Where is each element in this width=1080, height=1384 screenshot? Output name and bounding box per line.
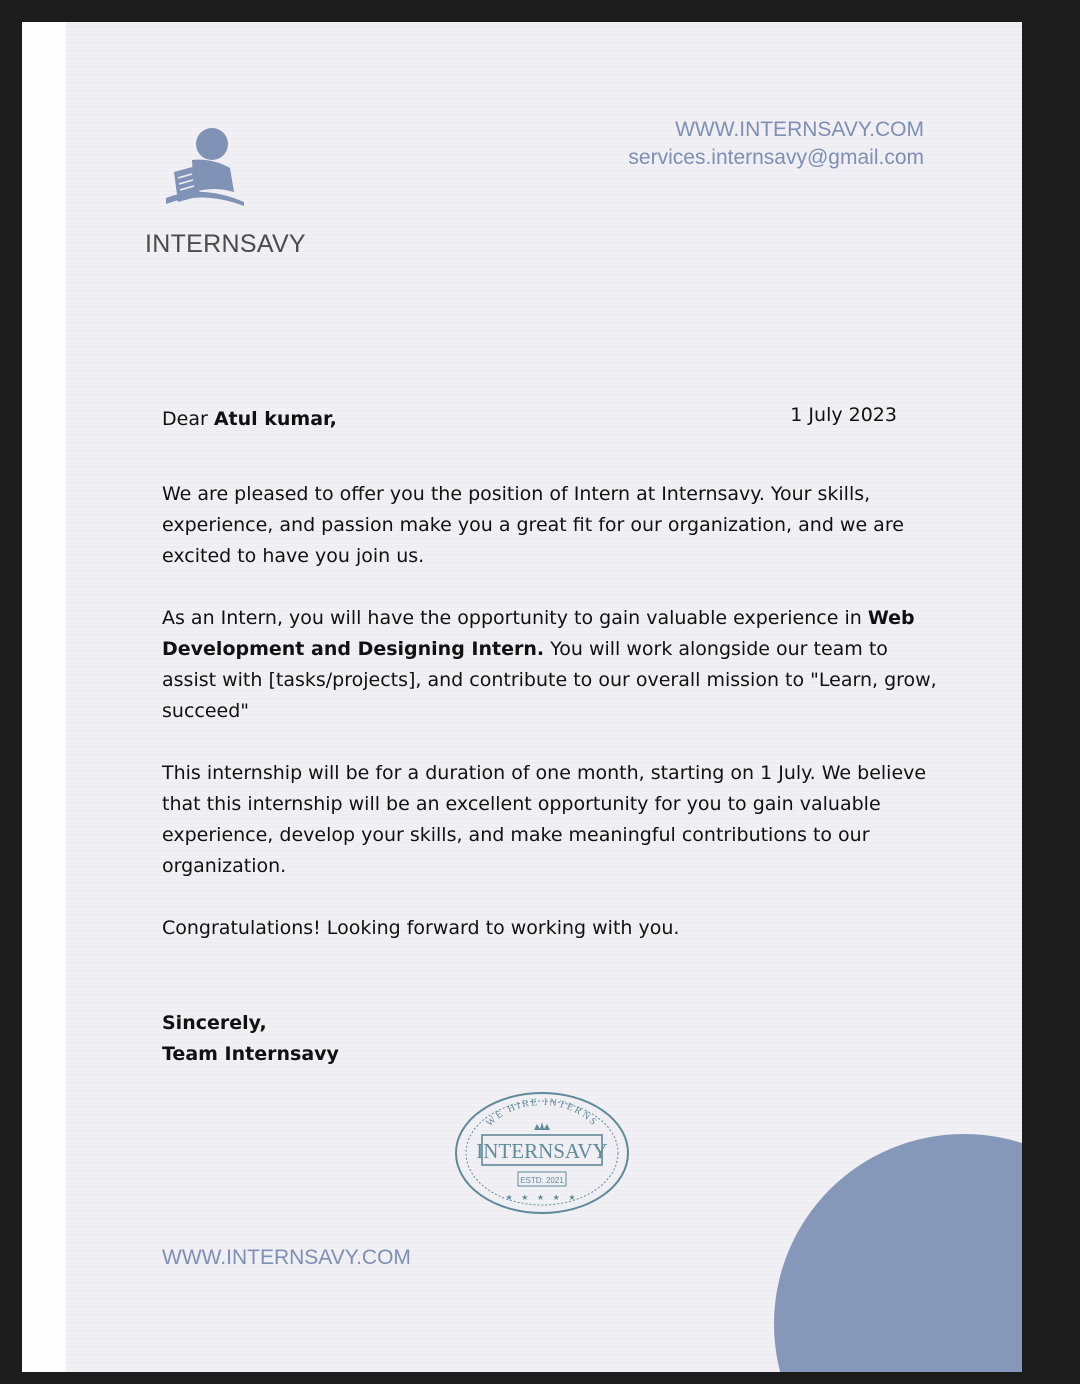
reader-logo-icon [160,122,246,208]
email-link[interactable]: services.internsavy@gmail.com [628,146,924,169]
stamp-stars-icon: ★ ★ ★ ★ ★ [505,1193,579,1202]
closing-block [162,1008,937,1070]
crown-icon [534,1122,550,1130]
contact-block [628,116,924,172]
paragraph-role-start: As an Intern, you will have the opportunity to gain valuable experience in [162,607,862,629]
company-stamp [452,1090,632,1216]
greeting: Dear [162,408,208,430]
letter-date: 1 July 2023 [790,404,897,426]
footer-website-link[interactable]: WWW.INTERNSAVY.COM [162,1246,411,1269]
letter-body [162,404,937,1070]
letter-page [22,22,1022,1372]
paragraph-duration: This internship will be for a duration of one month, starting on 1 July. We believe that this internship will be an excellent opportunity for you to gain valuable experience, develop your skills, and make meaningful contributions to our organization. [162,762,927,877]
recipient-name: Atul kumar, [213,408,337,430]
paragraph-congrats: Congratulations! Looking forward to working with you. [162,917,680,939]
stamp-arc-text: WE HIRE INTERNS [484,1096,600,1129]
brand-name: INTERNSAVY [145,230,306,258]
paragraph-role [162,603,937,727]
paragraph-offer: We are pleased to offer you the position of Intern at Internsavy. Your skills, experience, and passion make you a great fit for our organization, and we are excited to have you join us. [162,483,904,567]
signature: Team Internsavy [162,1043,339,1065]
role-title: Web Development and Designing Intern. [162,607,915,660]
stamp-name: INTERNSAVY [476,1139,608,1163]
paragraph-role-end: You will work alongside our team to assist with [tasks/projects], and contribute to our overall mission to "Learn, grow, succeed" [162,638,937,722]
website-link[interactable]: WWW.INTERNSAVY.COM [675,118,924,141]
closing-word: Sincerely, [162,1012,267,1034]
stamp-established: ESTD. 2021 [520,1176,564,1185]
salutation [162,404,937,435]
